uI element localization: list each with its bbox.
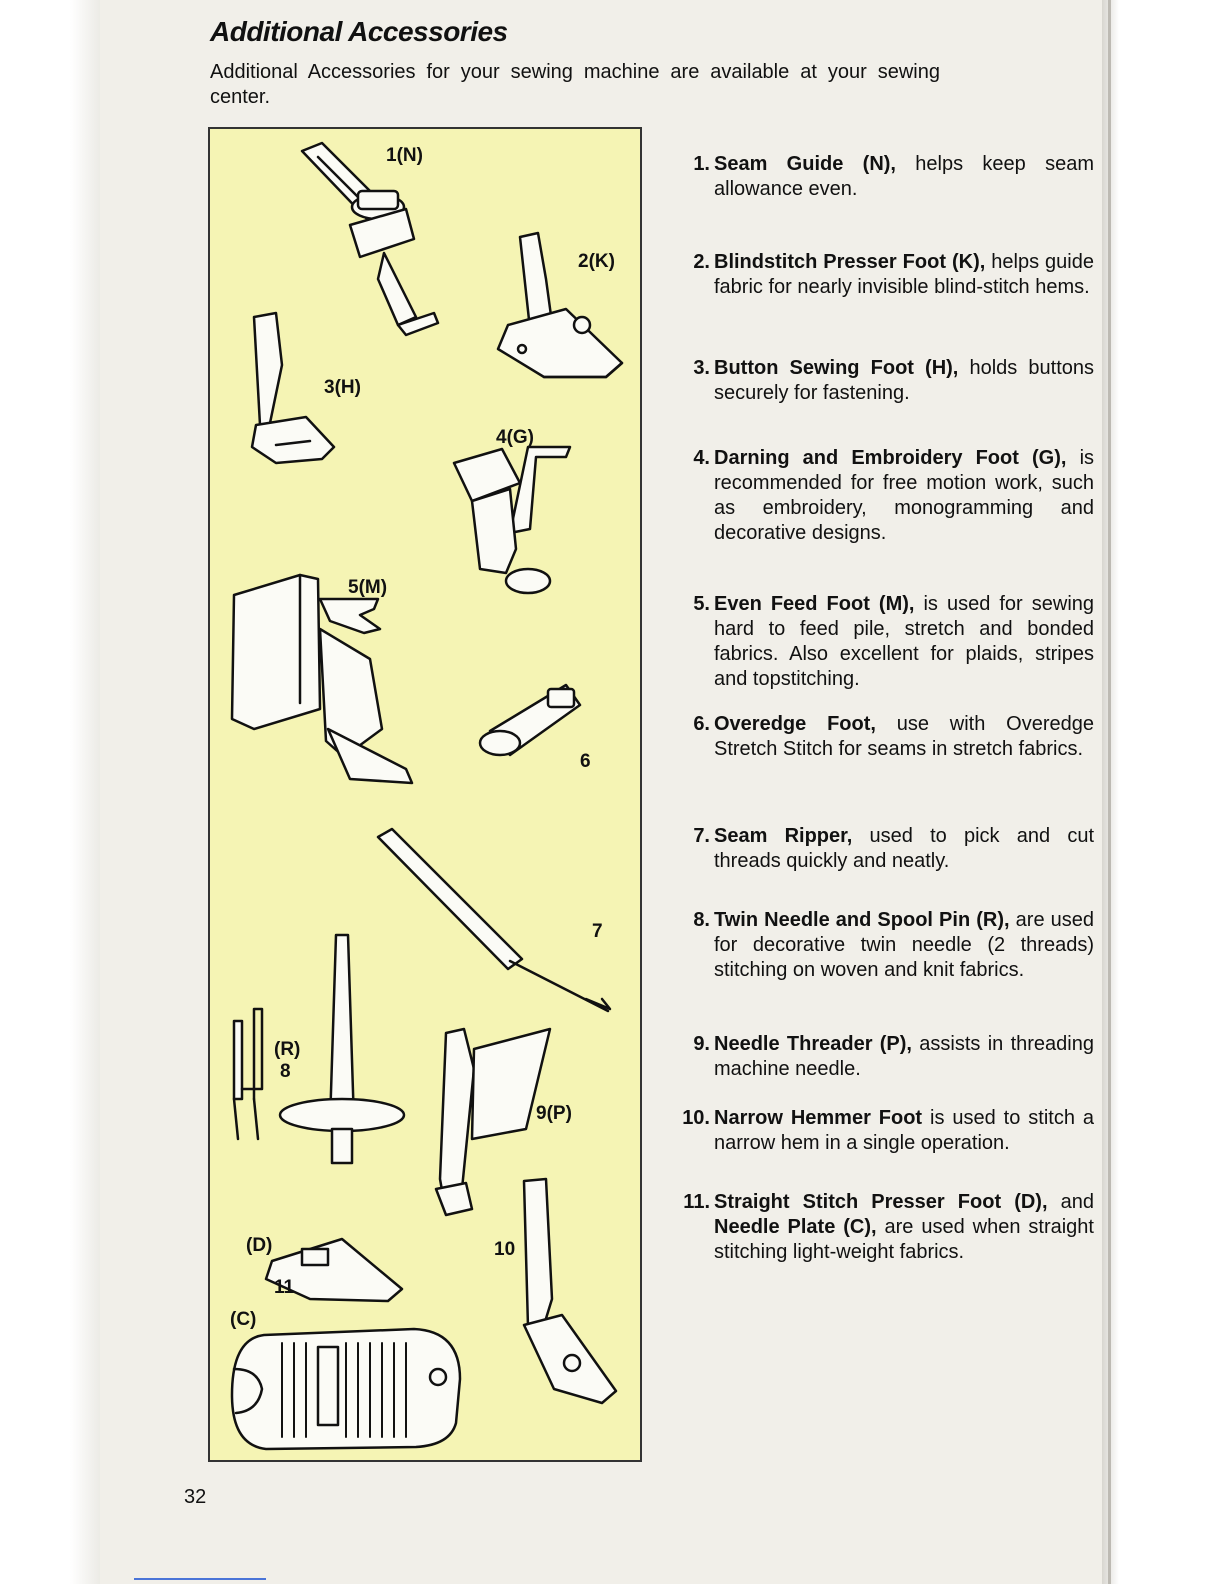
item-term: Narrow Hemmer Foot	[714, 1107, 923, 1129]
item-term: Seam Guide (N),	[714, 153, 896, 175]
item-number: 8.	[693, 909, 710, 931]
callout-needle-plate: (C)	[230, 1309, 257, 1330]
seam-ripper-drawing	[378, 829, 610, 1011]
item-term: Overedge Foot,	[714, 713, 876, 735]
item-term-secondary: Needle Plate (C),	[714, 1216, 877, 1238]
intro-paragraph: Additional Accessories for your sewing machine are available at your sewing center.	[210, 61, 940, 108]
item-term: Seam Ripper,	[714, 825, 853, 847]
callout-needle-threader: 9(P)	[536, 1103, 572, 1124]
item-term: Blindstitch Presser Foot (K),	[714, 251, 986, 273]
item-number: 1.	[693, 153, 710, 175]
list-item	[676, 446, 1094, 546]
item-number: 9.	[693, 1033, 710, 1055]
twin-needle-drawing	[234, 1009, 262, 1139]
callout-seam-ripper: 7	[592, 921, 603, 942]
item-description: are used for decorative twin needle (2 threads) stitching on woven and knit fabrics.	[714, 909, 1095, 981]
item-number: 3.	[693, 357, 710, 379]
accessories-illustration	[208, 127, 642, 1462]
darning-foot-drawing	[454, 447, 570, 593]
item-term: Button Sewing Foot (H),	[714, 357, 959, 379]
callout-straight-stitch-number: 11	[274, 1277, 295, 1298]
callout-twin-needle: 8	[280, 1061, 291, 1082]
item-description: use with Overedge Stretch Stitch for seams in stretch fabrics.	[714, 713, 1094, 760]
footer-underline	[134, 1578, 266, 1580]
item-term: Darning and Embroidery Foot (G),	[714, 447, 1067, 469]
item-term: Even Feed Foot (M),	[714, 593, 915, 615]
item-description: is recommended for free motion work, such as embroidery, monogramming and decorative designs.	[714, 447, 1095, 544]
list-item	[676, 824, 1094, 874]
list-item	[676, 592, 1094, 692]
callout-blindstitch-foot: 2(K)	[578, 251, 615, 272]
item-description: holds buttons securely for fastening.	[714, 357, 1094, 404]
page-margin-left	[0, 0, 100, 1584]
list-item	[676, 712, 1094, 762]
even-feed-foot-drawing	[232, 575, 412, 783]
needle-plate-drawing	[232, 1329, 460, 1449]
button-sewing-foot-drawing	[252, 313, 334, 463]
item-description: assists in threading machine needle.	[714, 1033, 1094, 1080]
page-title: Additional Accessories	[210, 16, 508, 47]
item-number: 6.	[693, 713, 710, 735]
callout-narrow-hemmer-foot: 10	[494, 1239, 516, 1260]
callout-button-sewing-foot: 3(H)	[324, 377, 361, 398]
list-item	[676, 250, 1094, 300]
item-description: is used for sewing hard to feed pile, stretch and bonded fabrics. Also excellent for plaids, stripes and topstitching.	[714, 593, 1095, 690]
item-term: Needle Threader (P),	[714, 1033, 912, 1055]
list-item	[676, 356, 1094, 406]
item-description: and	[1047, 1191, 1094, 1213]
item-number: 11.	[683, 1191, 710, 1213]
item-description: helps keep seam allowance even.	[714, 153, 1094, 200]
list-item	[676, 1032, 1094, 1082]
callout-darning-foot: 4(G)	[496, 427, 534, 448]
item-description: helps guide fabric for nearly invisible blind-stitch hems.	[714, 251, 1094, 298]
item-number: 5.	[693, 593, 710, 615]
item-description: used to pick and cut threads quickly and neatly.	[714, 825, 1094, 872]
callout-straight-stitch-foot: (D)	[246, 1235, 273, 1256]
callout-even-feed-foot: 5(M)	[348, 577, 388, 598]
item-description-secondary: are used when straight stitching light-weight fabrics.	[714, 1216, 1094, 1263]
callout-overedge-foot: 6	[580, 751, 591, 772]
item-term: Twin Needle and Spool Pin (R),	[714, 909, 1010, 931]
list-item	[676, 152, 1094, 202]
item-number: 4.	[693, 447, 710, 469]
callout-spool-pin: (R)	[274, 1039, 301, 1060]
list-item	[676, 1190, 1094, 1265]
accessories-drawing	[210, 129, 640, 1460]
item-term: Straight Stitch Presser Foot (D),	[714, 1191, 1048, 1213]
item-number: 10.	[682, 1107, 710, 1129]
page-margin-right	[1102, 0, 1224, 1584]
list-item	[676, 1106, 1094, 1156]
list-item	[676, 908, 1094, 983]
overedge-foot-drawing	[480, 685, 580, 755]
page-number: 32	[184, 1486, 207, 1508]
seam-guide-drawing	[302, 143, 438, 335]
narrow-hemmer-foot-drawing	[524, 1179, 616, 1403]
callout-seam-guide: 1(N)	[386, 145, 423, 166]
item-number: 7.	[693, 825, 710, 847]
item-description: is used to stitch a narrow hem in a single operation.	[714, 1107, 1095, 1154]
item-number: 2.	[693, 251, 710, 273]
